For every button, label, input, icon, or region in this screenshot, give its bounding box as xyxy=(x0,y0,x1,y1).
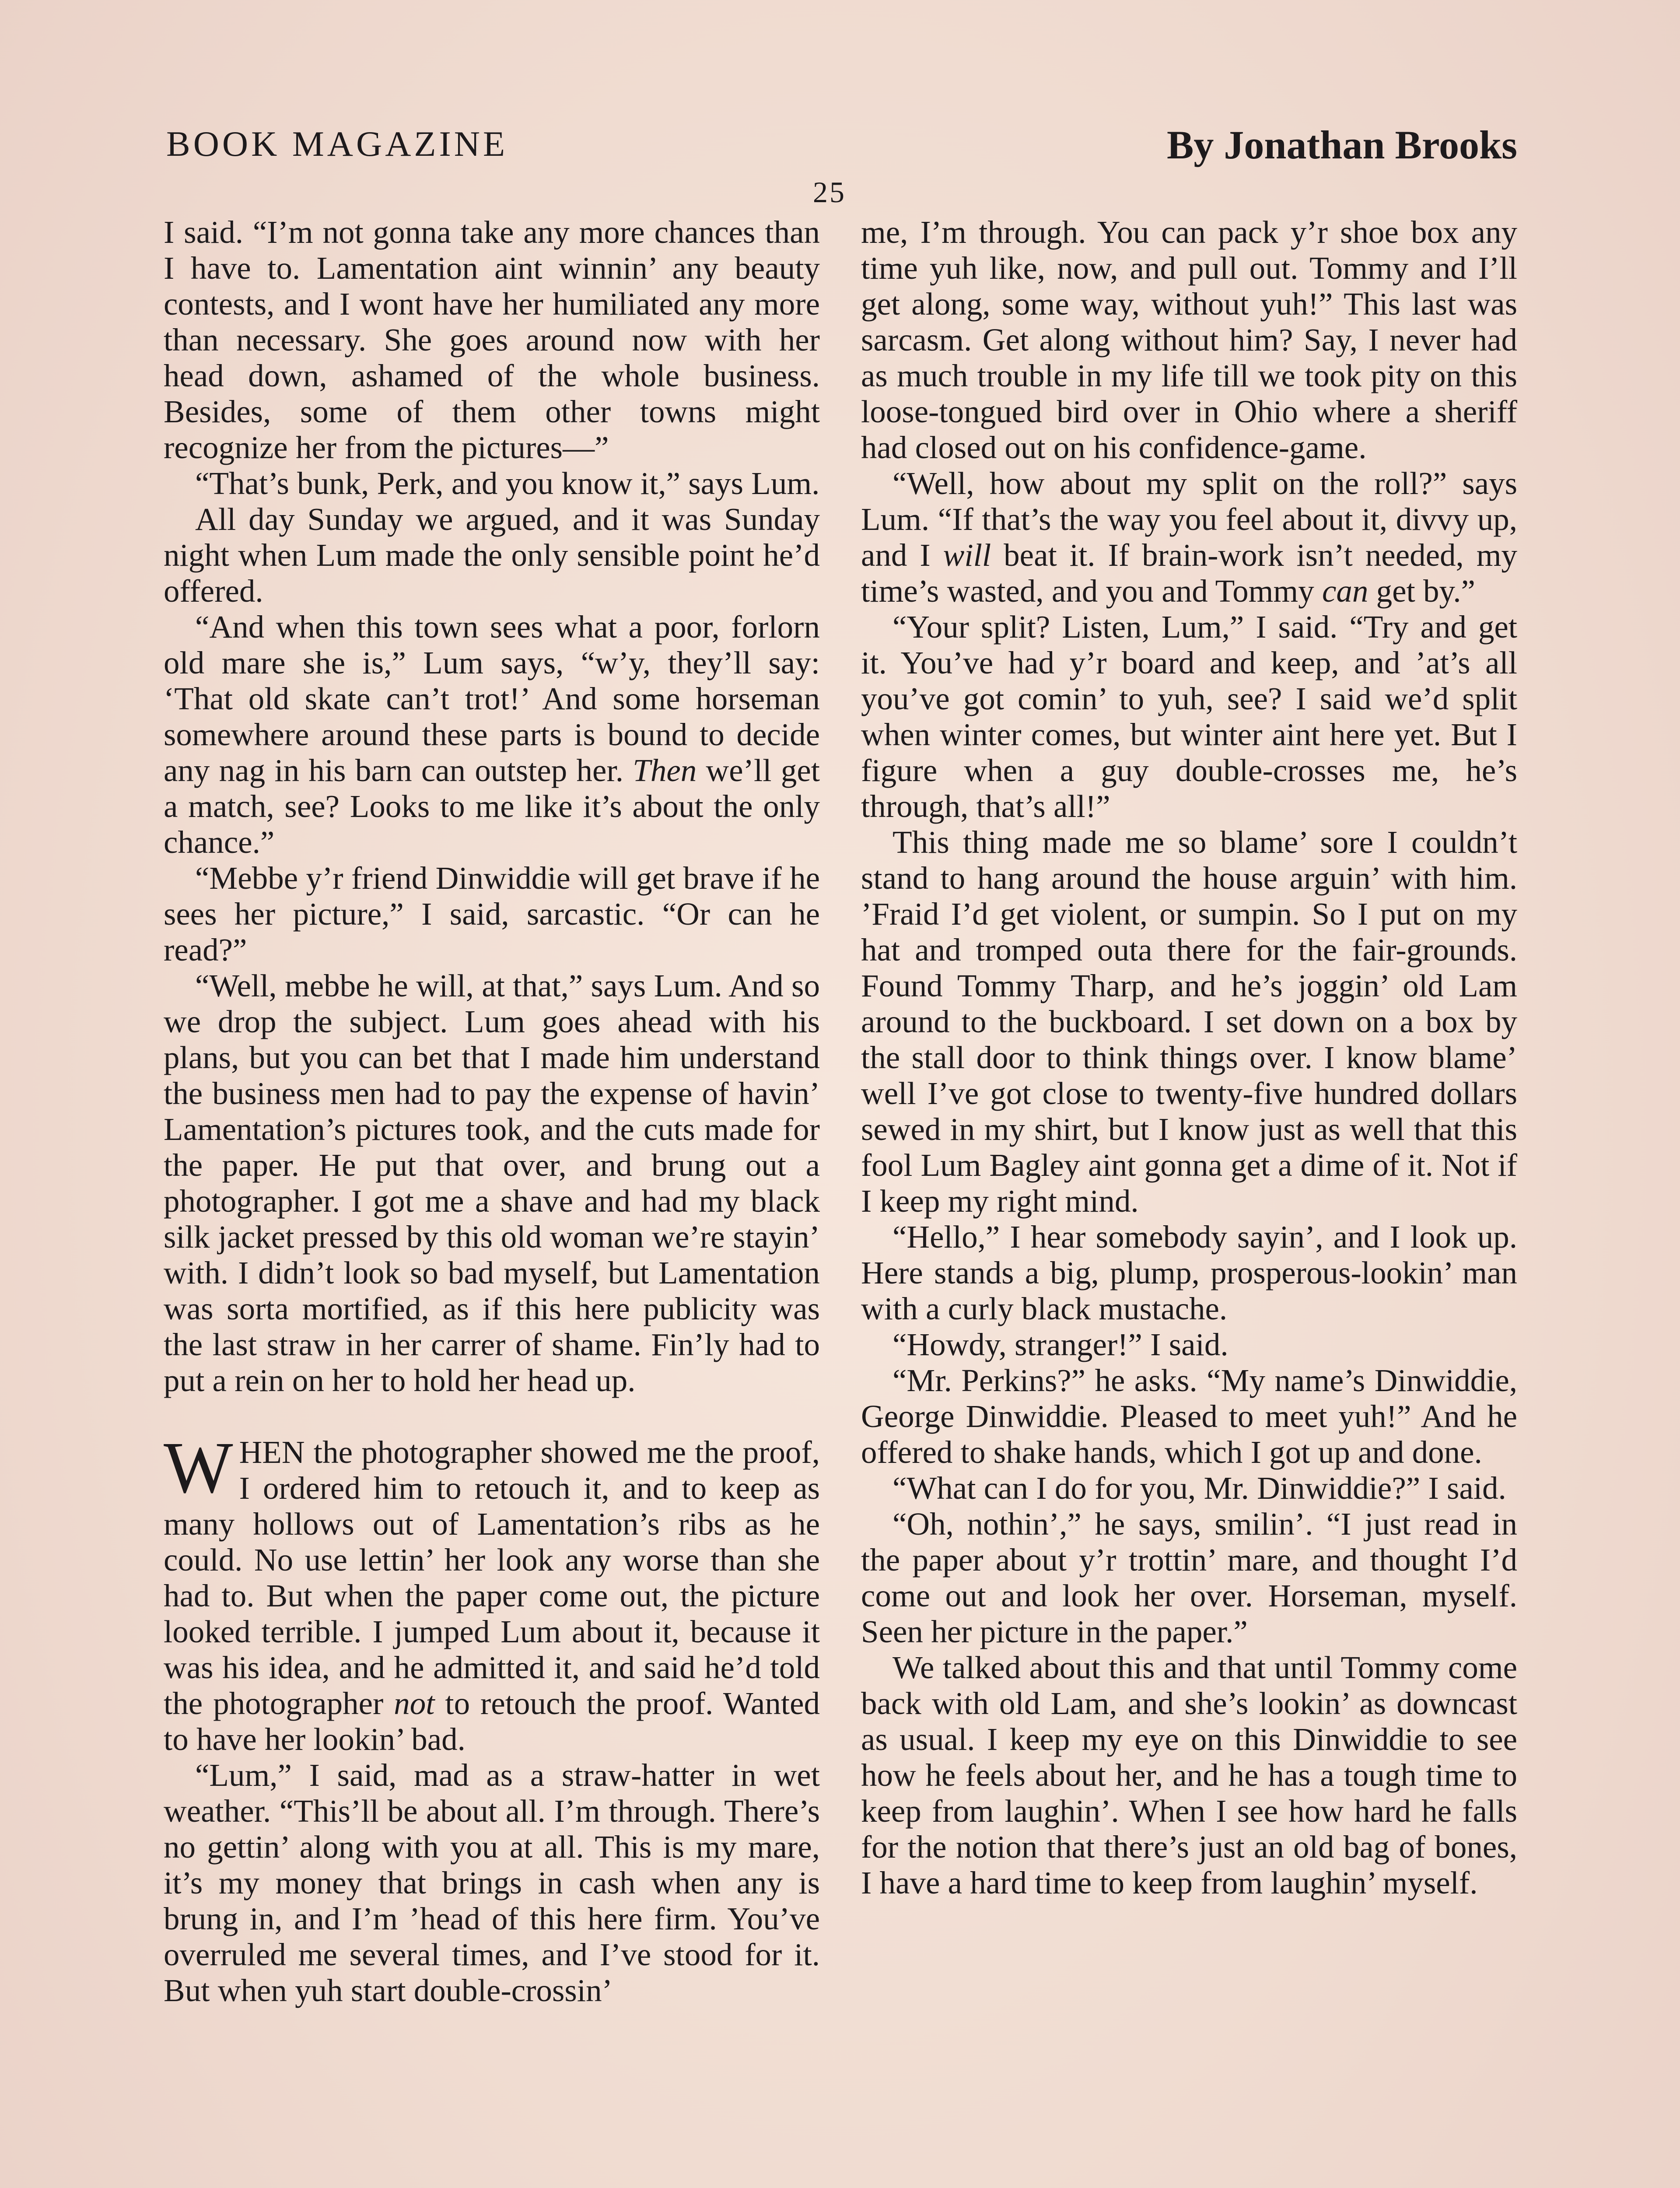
magazine-title: BOOK MAGAZINE xyxy=(166,124,508,164)
text-run: beat it. If brain-work isn’t needed, my time’s wasted, and you and Tommy xyxy=(861,537,1517,609)
paragraph: “Howdy, stranger!” I said. xyxy=(892,1327,1228,1362)
paragraph: “Hello,” I hear somebody sayin’, and I look up. Here stands a big, plump, prosperous-lookin’ man with a curly black mustache. xyxy=(861,1219,1517,1326)
paragraph: “Lum,” I said, mad as a straw-hatter in wet weather. “This’ll be about all. I’m through. There’s no gettin’ along with you at all. This is my mare, it’s my money that brings in cash when any is brung in, and I’m ’head of this here firm. You’ve overruled me several times, and I’ve stood for it. But when yuh start double-crossin’ xyxy=(164,1757,820,2008)
text-run: “And when this town sees what a poor, forlorn old mare she is,” Lum says, “w’y, they’ll say: ‘That old skate can’t trot!’ And some horseman somewhere around these parts is bound to decide any nag in his barn can outstep her. xyxy=(164,609,820,788)
paragraph: me, I’m through. You can pack y’r shoe box any time yuh like, now, and pull out. Tommy and I’ll get along, some way, without yuh!” This last was sarcasm. Get along without him? Say, I never had as much trouble in my life till we took pity on this loose-tongued bird over in Ohio where a sheriff had closed out on his confidence-game. xyxy=(861,214,1517,465)
paragraph: “That’s bunk, Perk, and you know it,” says Lum. xyxy=(195,466,820,501)
emphasis: Then xyxy=(633,753,697,788)
paragraph: We talked about this and that until Tommy come back with old Lam, and she’s lookin’ as downcast as usual. I keep my eye on this Dinwiddie to see how he feels about her, and he has a tough time to keep from laughin’. When I see how hard he falls for the notion that there’s just an old bag of bones, I have a hard time to keep from laughin’ myself. xyxy=(861,1650,1517,1900)
paragraph: “Well, mebbe he will, at that,” says Lum. And so we drop the subject. Lum goes ahead with his plans, but you can bet that I made him understand the business men had to pay the expense of havin’ Lamentation’s pictures took, and the cuts made for the paper. He put that over, and brung out a photographer. I got me a shave and had my black silk jacket pressed by this old woman we’re stayin’ with. I didn’t look so bad myself, but Lamentation was sorta mortified, as if this here publicity was the last straw in her carrer of shame. Fin’ly had to put a rein on her to hold her head up. xyxy=(164,968,820,1398)
drop-cap: W xyxy=(164,1427,233,1508)
paragraph xyxy=(164,609,820,860)
paragraph: “What can I do for you, Mr. Dinwiddie?” I said. xyxy=(892,1470,1506,1506)
paragraph: This thing made me so blame’ sore I couldn’t stand to hang around the house arguin’ with him. ’Fraid I’d get violent, or sumpin. So I put on my hat and tromped outa there for the fair-grounds. Found Tommy Tharp, and he’s joggin’ old Lam around to the buckboard. I set down on a box by the stall door to think things over. I know blame’ well I’ve got close to twenty-five hundred dollars sewed in my shirt, but I know just as well that this fool Lum Bagley aint gonna get a dime of it. Not if I keep my right mind. xyxy=(861,824,1517,1219)
emphasis: can xyxy=(1322,573,1368,609)
text-run: we’ll get a match, see? Looks to me like it’s about the only chance.” xyxy=(164,753,820,860)
paragraph: “Mebbe y’r friend Dinwiddie will get brave if he sees her picture,” I said, sarcastic. “Or can he read?” xyxy=(164,860,820,968)
text-run: get by.” xyxy=(1368,573,1475,609)
paragraph: All day Sunday we argued, and it was Sunday night when Lum made the only sensible point he’d offered. xyxy=(164,501,820,609)
page-number: 25 xyxy=(813,175,846,209)
text-run: “Well, how about my split on the roll?” says Lum. “If that’s the way you feel about it, divvy up, and I xyxy=(861,466,1517,573)
paragraph: I said. “I’m not gonna take any more chances than I have to. Lamentation aint winnin’ any beauty contests, and I wont have her humiliated any more than necessary. She goes around now with her head down, ashamed of the whole business. Besides, some of them other towns might recognize her from the pictures—” xyxy=(164,214,820,465)
text-run: to retouch the proof. Wanted to have her lookin’ bad. xyxy=(164,1686,820,1757)
paragraph: “Your split? Listen, Lum,” I said. “Try and get it. You’ve had y’r board and keep, and ’at’s all you’ve got comin’ to yuh, see? I said we’d split when winter comes, but winter aint here yet. But I figure when a guy double-crosses me, he’s through, that’s all!” xyxy=(861,609,1517,824)
left-column xyxy=(164,214,820,2188)
text-run: HEN the photographer showed me the proof, I ordered him to retouch it, and to keep as many hollows out of Lamentation’s ribs as he could. No use lettin’ her look any worse than she had to. But when the paper come out, the picture looked terrible. I jumped Lum about it, because it was his idea, and he admitted it, and said he’d told the photographer xyxy=(164,1434,820,1721)
author-byline: By Jonathan Brooks xyxy=(1166,123,1517,167)
paragraph: “Mr. Perkins?” he asks. “My name’s Dinwiddie, George Dinwiddie. Pleased to meet yuh!” And he offered to shake hands, which I got up and done. xyxy=(861,1363,1517,1470)
paragraph xyxy=(861,466,1517,609)
section-paragraph xyxy=(164,1427,820,1757)
paragraph: “Oh, nothin’,” he says, smilin’. “I just read in the paper about y’r trottin’ mare, and thought I’d come out and look her over. Horseman, myself. Seen her picture in the paper.” xyxy=(861,1506,1517,1649)
emphasis: not xyxy=(394,1686,435,1721)
emphasis: will xyxy=(943,537,991,573)
right-column xyxy=(861,214,1517,2188)
